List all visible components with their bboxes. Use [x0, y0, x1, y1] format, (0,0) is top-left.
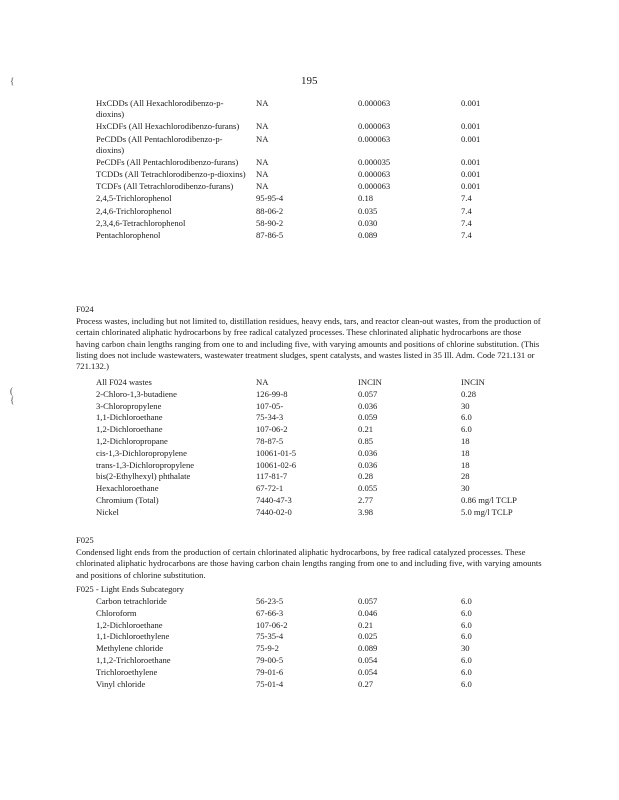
- cell-cas: 75-01-4: [256, 678, 284, 689]
- table-row: [96, 218, 546, 230]
- cell-name: Chromium (Total): [96, 494, 159, 505]
- cell-ww: 0.27: [358, 678, 374, 689]
- cell-nww: 6.0: [461, 631, 472, 642]
- table-row: [96, 169, 546, 181]
- cell-name: bis(2-Ethylhexyl) phthalate: [96, 471, 191, 482]
- cell-ww: 0.035: [358, 205, 378, 216]
- cell-nww: 0.001: [461, 121, 481, 132]
- cell-ww: 0.046: [358, 607, 378, 618]
- cell-ww: 0.036: [358, 447, 378, 458]
- cell-name: 2,4,6-Trichlorophenol: [96, 205, 172, 216]
- cell-name: Carbon tetrachloride: [96, 596, 167, 606]
- cell-name: TCDDs (All Tetrachlorodibenzo-p-dioxins): [96, 169, 246, 180]
- cell-name: HxCDFs (All Hexachlorodibenzo-furans): [96, 121, 240, 132]
- cell-nww: 0.001: [461, 156, 481, 167]
- cell-cas: NA: [256, 377, 269, 387]
- cell-name: Chloroform: [96, 607, 137, 618]
- table-row: [96, 631, 546, 643]
- cell-ww: 0.057: [358, 388, 378, 399]
- cell-nww: 30: [461, 483, 470, 494]
- cell-ww: 0.059: [358, 412, 378, 423]
- cell-nww: 6.0: [461, 666, 472, 677]
- cell-nww: 6.0: [461, 654, 472, 665]
- cell-ww: 2.77: [358, 494, 374, 505]
- table-row: [96, 471, 546, 483]
- cell-nww: 18: [461, 435, 470, 446]
- cell-cas: NA: [256, 133, 269, 144]
- cell-name: Nickel: [96, 506, 119, 517]
- f024-table: [96, 377, 546, 519]
- cell-name: Hexachloroethane: [96, 483, 159, 494]
- cell-ww: 0.000063: [358, 169, 391, 180]
- cell-cas: 75-35-4: [256, 631, 284, 642]
- cell-name: PeCDFs (All Pentachlorodibenzo-furans): [96, 156, 239, 167]
- cell-ww: 0.21: [358, 619, 374, 630]
- cell-cas: 7440-02-0: [256, 506, 292, 517]
- cell-cas: 78-87-5: [256, 435, 284, 446]
- cell-nww: 6.0: [461, 596, 472, 606]
- page-number: 195: [301, 75, 318, 87]
- cell-name: 1,2-Dichloroethane: [96, 424, 163, 435]
- cell-ww: 3.98: [358, 506, 374, 517]
- table-row: [96, 206, 546, 218]
- cell-name: All F024 wastes: [96, 377, 152, 387]
- table-row: [96, 134, 546, 157]
- cell-cas: 67-72-1: [256, 483, 284, 494]
- table-row: [96, 401, 546, 413]
- cell-nww: 0.28: [461, 388, 477, 399]
- cell-name: 2,4,5-Trichlorophenol: [96, 193, 172, 204]
- cell-nww: 6.0: [461, 424, 472, 435]
- cell-ww: 0.000035: [358, 156, 391, 167]
- cell-ww: 0.036: [358, 459, 378, 470]
- cell-cas: 87-86-5: [256, 229, 284, 240]
- dioxin-table: [96, 98, 546, 242]
- cell-name: 2,3,4,6-Tetrachlorophenol: [96, 217, 186, 228]
- cell-ww: 0.025: [358, 631, 378, 642]
- cell-cas: 7440-47-3: [256, 494, 292, 505]
- cell-nww: 30: [461, 400, 470, 411]
- table-row: [96, 620, 546, 632]
- f024-description: Process wastes, including but not limited to, distillation residues, heavy ends, tars, and reactor clean-out wastes, from the production of certain chlorinated aliphatic hydrocarbons by free radical catalyzed processes. These chlorinated aliphatic hydrocarbons are those having carbon chain lengths ranging from one to and including five, with varying amounts and positions of chlorine substitution. (This listing does not include wastewaters, wastewater treatment sludges, spent catalysts, and wastes listed in 35 Ill. Adm. Code 721.131 or 721.132.): [76, 316, 541, 372]
- cell-name: HxCDDs (All Hexachlorodibenzo-p-dioxins): [96, 98, 224, 120]
- cell-cas: NA: [256, 156, 269, 167]
- cell-cas: 126-99-8: [256, 388, 288, 399]
- cell-nww: 0.001: [461, 181, 481, 192]
- cell-cas: 88-06-2: [256, 205, 284, 216]
- cell-ww: 0.000063: [358, 98, 391, 108]
- cell-ww: 0.000063: [358, 181, 391, 192]
- table-row: [96, 667, 546, 679]
- f025-subcategory: F025 - Light Ends Subcategory: [76, 584, 184, 594]
- f025-code: F025: [76, 535, 94, 545]
- cell-cas: 107-06-2: [256, 424, 288, 435]
- table-row: [96, 412, 546, 424]
- cell-ww: 0.089: [358, 643, 378, 654]
- cell-nww: 28: [461, 471, 470, 482]
- cell-ww: 0.030: [358, 217, 378, 228]
- cell-ww: 0.000063: [358, 133, 391, 144]
- cell-cas: 117-81-7: [256, 471, 288, 482]
- margin-mark: {: [10, 395, 15, 405]
- cell-nww: INCIN: [461, 377, 485, 387]
- cell-ww: 0.21: [358, 424, 374, 435]
- table-row: [96, 608, 546, 620]
- table-row: [96, 157, 546, 169]
- cell-nww: 7.4: [461, 205, 472, 216]
- cell-name: Trichloroethylene: [96, 666, 158, 677]
- cell-cas: 10061-01-5: [256, 447, 297, 458]
- cell-cas: 58-90-2: [256, 217, 284, 228]
- cell-cas: 10061-02-6: [256, 459, 297, 470]
- cell-ww: 0.055: [358, 483, 378, 494]
- cell-name: PeCDDs (All Pentachlorodibenzo-p-dioxins): [96, 133, 223, 155]
- cell-cas: NA: [256, 169, 269, 180]
- cell-nww: 5.0 mg/l TCLP: [461, 506, 513, 517]
- cell-ww: 0.036: [358, 400, 378, 411]
- table-row: [96, 424, 546, 436]
- cell-cas: 95-95-4: [256, 193, 284, 204]
- cell-ww: 0.054: [358, 654, 378, 665]
- cell-ww: 0.089: [358, 229, 378, 240]
- cell-name: 1,1-Dichloroethane: [96, 412, 163, 423]
- cell-ww: INCIN: [358, 377, 382, 387]
- cell-nww: 30: [461, 643, 470, 654]
- cell-name: cis-1,3-Dichloropropylene: [96, 447, 187, 458]
- cell-nww: 0.86 mg/l TCLP: [461, 494, 517, 505]
- cell-nww: 0.001: [461, 133, 481, 144]
- cell-name: trans-1,3-Dichloropropylene: [96, 459, 195, 470]
- table-row: [96, 507, 546, 519]
- cell-cas: 79-00-5: [256, 654, 284, 665]
- cell-nww: 7.4: [461, 217, 472, 228]
- cell-name: 3-Chloropropylene: [96, 400, 162, 411]
- cell-nww: 7.4: [461, 229, 472, 240]
- cell-cas: 79-01-6: [256, 666, 284, 677]
- cell-nww: 6.0: [461, 619, 472, 630]
- cell-ww: 0.000063: [358, 121, 391, 132]
- table-row: [96, 483, 546, 495]
- cell-cas: 67-66-3: [256, 607, 284, 618]
- cell-name: 2-Chloro-1,3-butadiene: [96, 388, 177, 399]
- cell-cas: NA: [256, 181, 269, 192]
- table-row: [96, 448, 546, 460]
- table-row: [96, 643, 546, 655]
- cell-name: Methylene chloride: [96, 643, 164, 654]
- cell-nww: 7.4: [461, 193, 472, 204]
- table-row: [96, 495, 546, 507]
- table-row: [96, 377, 546, 389]
- cell-ww: 0.18: [358, 193, 374, 204]
- cell-nww: 6.0: [461, 607, 472, 618]
- cell-ww: 0.85: [358, 435, 374, 446]
- cell-nww: 6.0: [461, 678, 472, 689]
- table-row: [96, 460, 546, 472]
- table-row: [96, 230, 546, 242]
- cell-name: 1,1,2-Trichloroethane: [96, 654, 171, 665]
- f024-code: F024: [76, 304, 94, 314]
- cell-ww: 0.28: [358, 471, 374, 482]
- table-row: [96, 655, 546, 667]
- cell-nww: 18: [461, 459, 470, 470]
- cell-nww: 0.001: [461, 98, 481, 108]
- cell-nww: 18: [461, 447, 470, 458]
- table-row: [96, 181, 546, 193]
- cell-cas: NA: [256, 98, 269, 108]
- table-row: [96, 389, 546, 401]
- cell-nww: 0.001: [461, 169, 481, 180]
- cell-name: 1,2-Dichloropropane: [96, 435, 168, 446]
- cell-name: Vinyl chloride: [96, 678, 146, 689]
- cell-name: TCDFs (All Tetrachlorodibenzo-furans): [96, 181, 234, 192]
- table-row: [96, 679, 546, 691]
- cell-name: 1,1-Dichloroethylene: [96, 631, 170, 642]
- cell-ww: 0.057: [358, 596, 378, 606]
- cell-cas: NA: [256, 121, 269, 132]
- cell-ww: 0.054: [358, 666, 378, 677]
- table-row: [96, 98, 546, 121]
- margin-mark: (: [10, 386, 13, 396]
- cell-cas: 75-9-2: [256, 643, 279, 654]
- table-row: [96, 193, 546, 205]
- cell-cas: 56-23-5: [256, 596, 284, 606]
- table-row: [96, 596, 546, 608]
- table-row: [96, 121, 546, 133]
- cell-nww: 6.0: [461, 412, 472, 423]
- cell-cas: 75-34-3: [256, 412, 284, 423]
- margin-mark: {: [10, 76, 15, 86]
- f025-table: [96, 596, 546, 690]
- cell-name: 1,2-Dichloroethane: [96, 619, 163, 630]
- cell-cas: 107-06-2: [256, 619, 288, 630]
- cell-cas: 107-05-: [256, 400, 284, 411]
- table-row: [96, 436, 546, 448]
- f025-description: Condensed light ends from the production of certain chlorinated aliphatic hydrocarbons, by free radical catalyzed processes. These chlorinated aliphatic hydrocarbons are those having carbon chain lengths ranging from one to and including five, with varying amounts and positions of chlorine substitution.: [76, 547, 542, 580]
- cell-name: Pentachlorophenol: [96, 229, 161, 240]
